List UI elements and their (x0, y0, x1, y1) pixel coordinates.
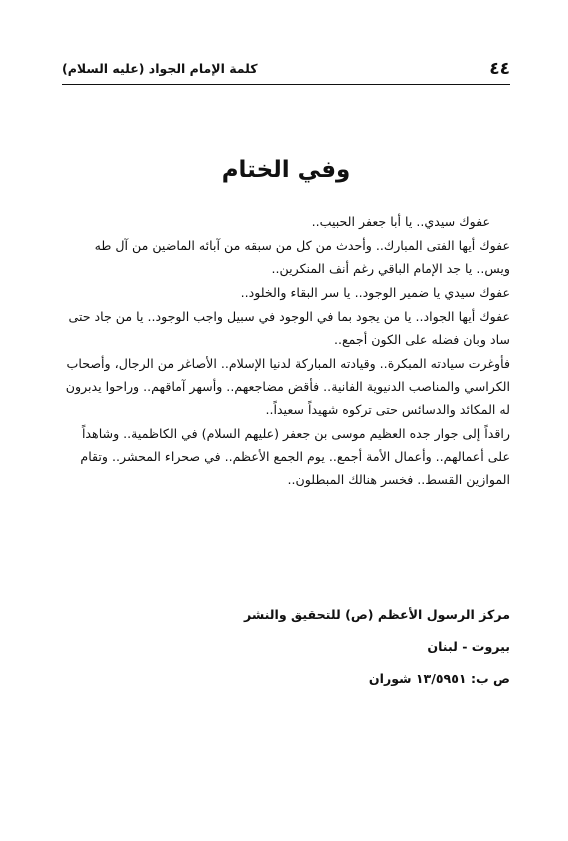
header-rule (62, 84, 510, 85)
paragraph: فأوغرت سيادته المبكرة.. وقيادته المباركة لدنيا الإسلام.. الأصاغر من الرجال، وأصحاب الكراسي والمناصب الدنيوية الفانية.. فأقض مضاجعهم.. وأسهر آماقهم.. وراحوا يدبرون له المكائد والدسائس حتى تركوه شهيداً سعيداً.. (65, 356, 510, 417)
paragraph: عفوك سيدي يا ضمير الوجود.. يا سر البقاء والخلود.. (240, 285, 510, 300)
body-text (62, 210, 510, 492)
paragraph: راقداً إلى جوار جده العظيم موسى بن جعفر (عليهم السلام) في الكاظمية.. وشاهداً على أعمالهم.. وأعمال الأمة أجمع.. يوم الجمع الأعظم.. في صحراء المحشر.. وتقام الموازين القسط.. فخسر هنالك المبطلون.. (80, 426, 510, 487)
running-header (62, 58, 510, 82)
publisher-po-box: ص ب: ١٣/٥٩٥١ شوران (368, 671, 510, 686)
paragraph: عفوك سيدي.. يا أبا جعفر الحبيب.. (311, 214, 490, 229)
paragraph: عفوك أيها الجواد.. يا من يجود بما في الوجود في سبيل واجب الوجود.. يا من جاد حتى ساد وبان فضله على الكون أجمع.. (68, 309, 510, 347)
running-header-title: كلمة الإمام الجواد (عليه السلام) (62, 61, 258, 76)
chapter-title: وفي الختام (221, 157, 351, 183)
paragraph: عفوك أيها الفتى المبارك.. وأحدث من كل من سبقه من آبائه الماضين من آل طه ويس.. يا جد الإمام الباقي رغم أنف المنكرين.. (94, 238, 510, 276)
publisher-city: بيروت - لبنان (427, 639, 510, 654)
publisher-name: مركز الرسول الأعظم (ص) للتحقيق والنشر (244, 607, 510, 622)
page-number: ٤٤ (489, 59, 510, 79)
signature-block (62, 604, 510, 700)
